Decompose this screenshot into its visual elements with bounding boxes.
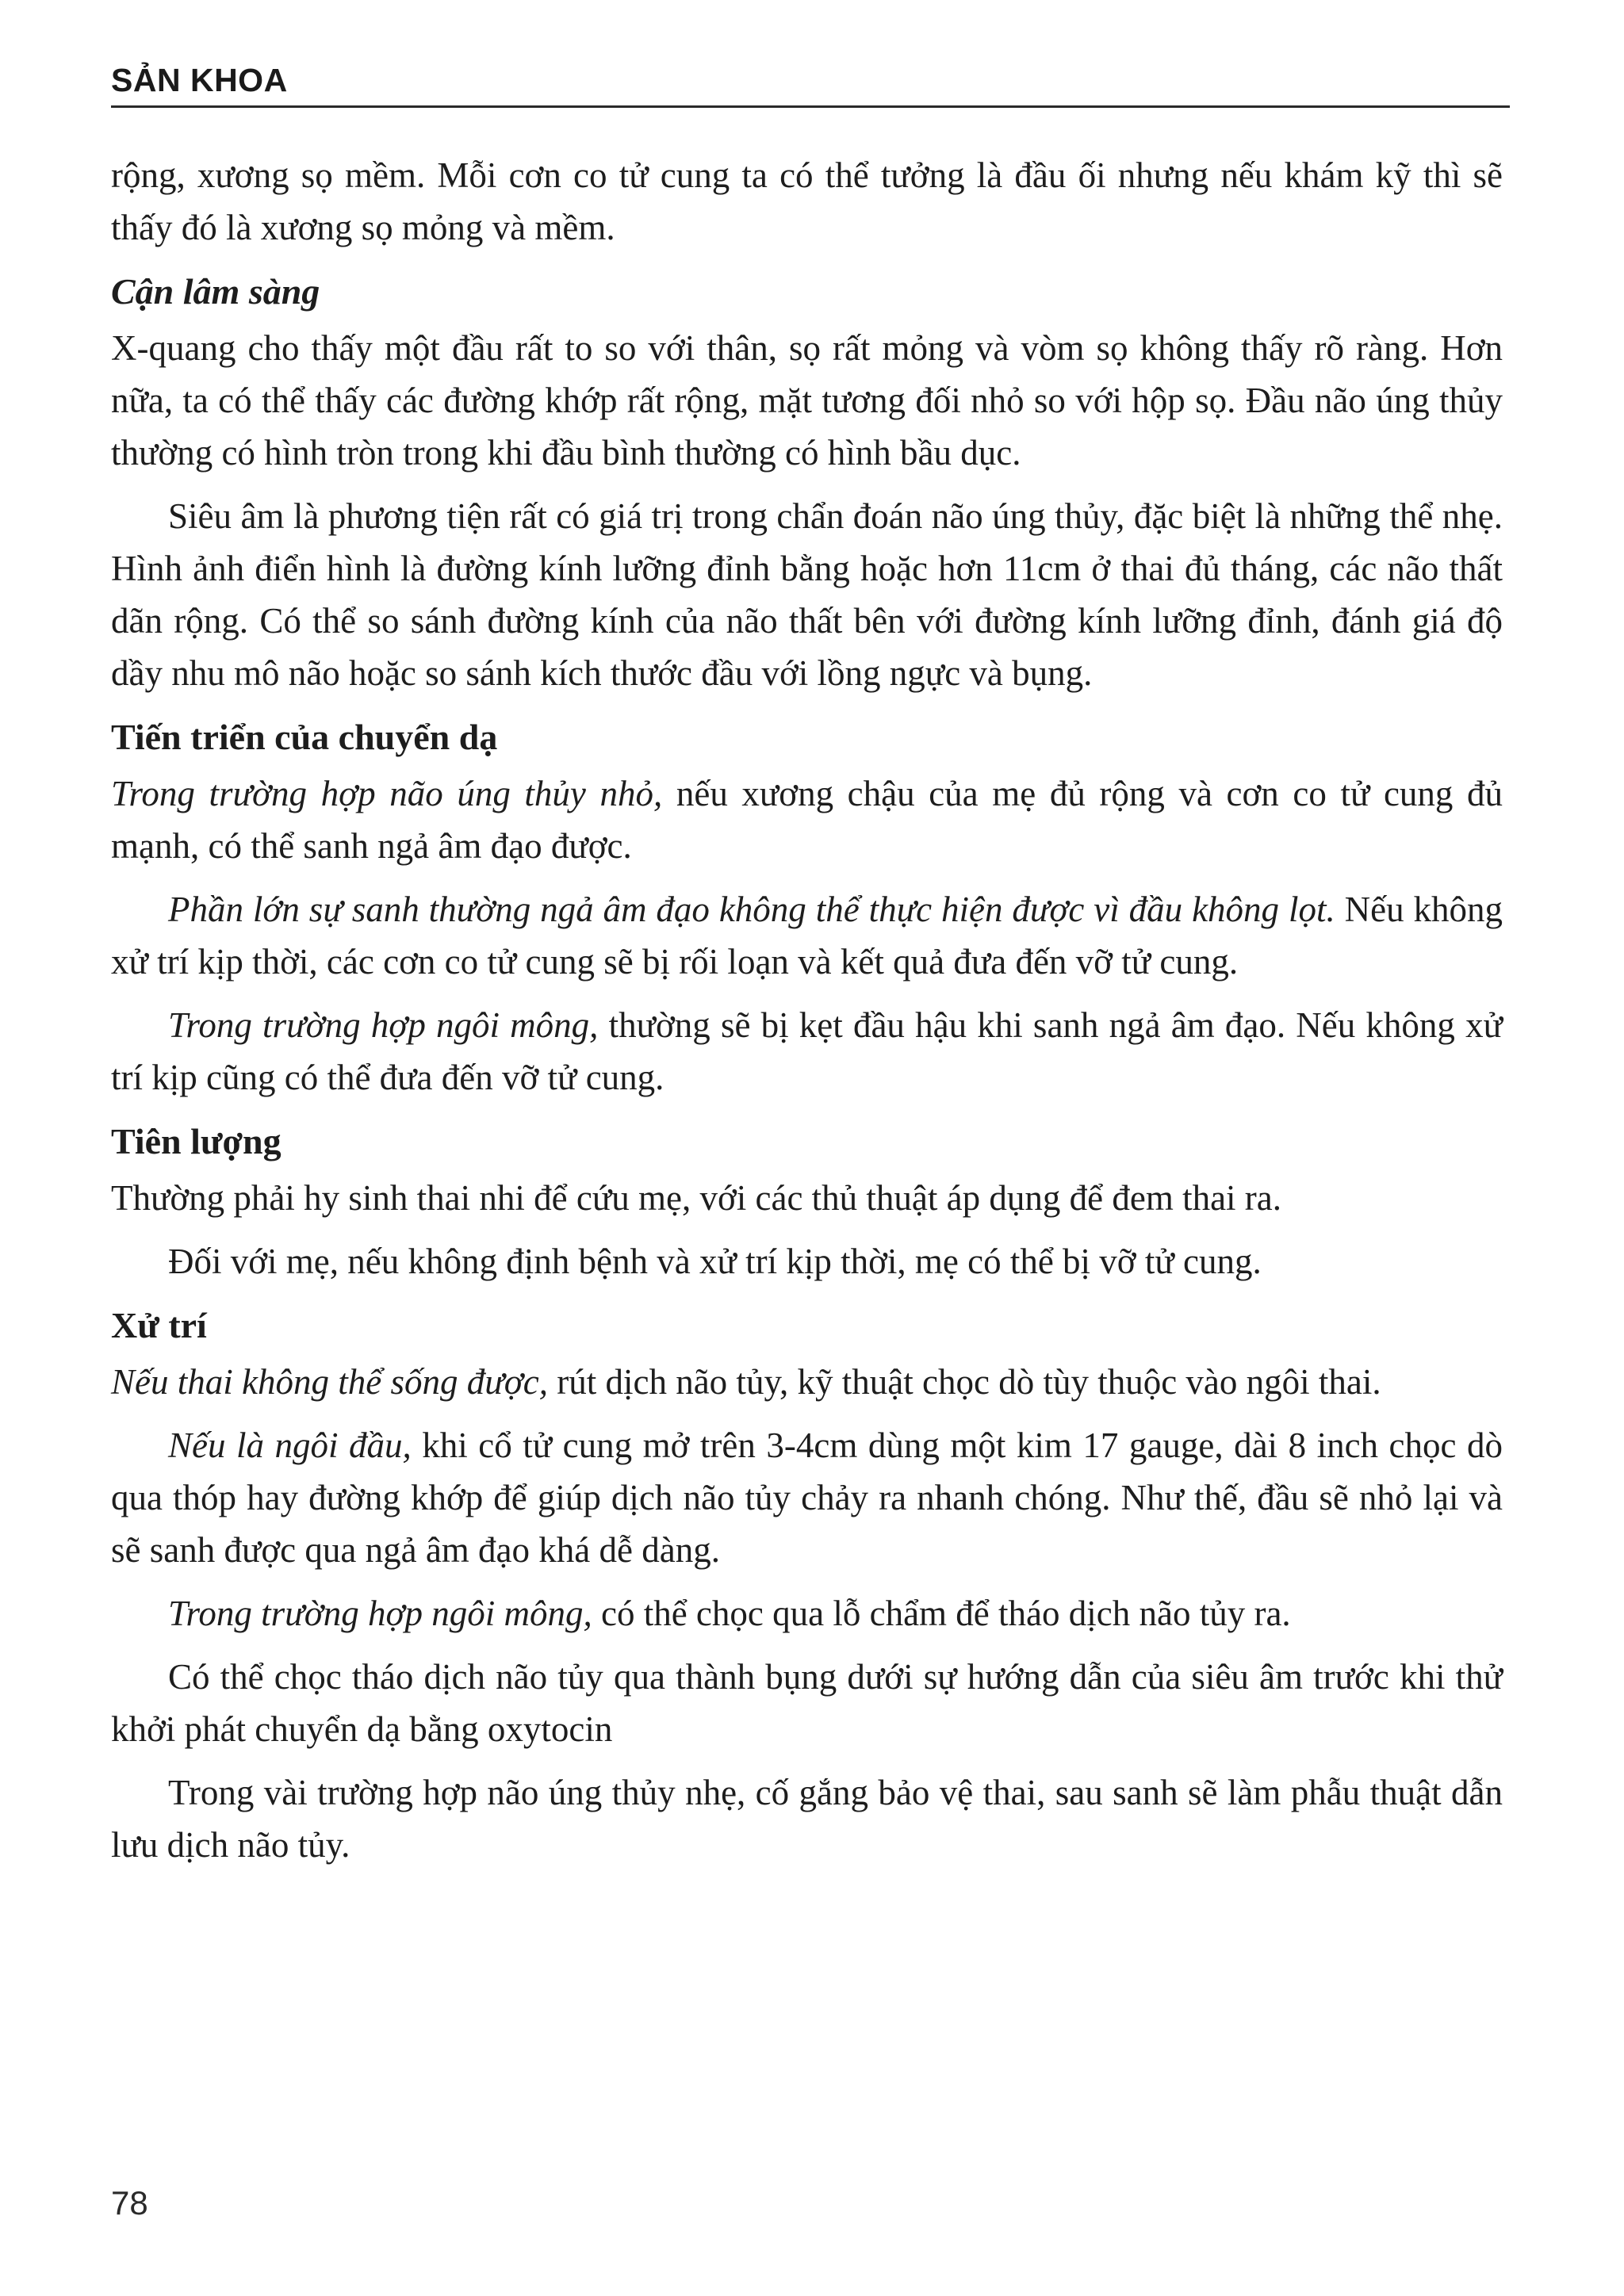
paragraph-tien-luong-2: Đối với mẹ, nếu không định bệnh và xử trí kịp thời, mẹ có thể bị vỡ tử cung. <box>168 1242 1262 1281</box>
heading-can-lam-sang: Cận lâm sàng <box>111 271 320 312</box>
emphasis: Nếu là ngôi đầu, <box>168 1425 412 1465</box>
paragraph-sieu-am: Siêu âm là phương tiện rất có giá trị trong chẩn đoán não úng thủy, đặc biệt là những thể nhẹ. Hình ảnh điển hình là đường kính lưỡng đỉnh bằng hoặc hơn 11cm ở thai đủ tháng, các não thất dãn rộng. Có thể so sánh đường kính của não thất bên với đường kính lưỡng đỉnh, đánh giá độ dầy nhu mô não hoặc so sánh kích thước đầu với lồng ngực và bụng. <box>111 496 1503 693</box>
heading-tien-luong: Tiên lượng <box>111 1121 282 1161</box>
text: khi cổ tử cung mở trên 3-4cm dùng một kim 17 gauge, dài 8 inch chọc dò qua thóp hay đường khớp để giúp dịch não tủy chảy ra nhanh chóng. Như thế, đầu sẽ nhỏ lại và sẽ sanh được qua ngả âm đạo khá dễ dàng. <box>111 1425 1503 1570</box>
paragraph-xu-tri-3 <box>111 1587 1503 1640</box>
paragraph-tien-trien-1 <box>111 767 1503 872</box>
emphasis: Nếu thai không thể sống được, <box>111 1362 548 1402</box>
page-number: 78 <box>111 2184 148 2221</box>
heading-xu-tri: Xử trí <box>111 1305 207 1345</box>
paragraph-xu-tri-4: Có thể chọc tháo dịch não tủy qua thành bụng dưới sự hướng dẫn của siêu âm trước khi thử khởi phát chuyển dạ bằng oxytocin <box>111 1657 1503 1749</box>
emphasis: Trong trường hợp ngôi mông, <box>168 1005 599 1045</box>
header-divider <box>111 105 1510 108</box>
text: rút dịch não tủy, kỹ thuật chọc dò tùy thuộc vào ngôi thai. <box>548 1362 1381 1402</box>
emphasis: Trong trường hợp ngôi mông, <box>168 1594 592 1633</box>
text: thường sẽ bị kẹt đầu hậu khi sanh ngả âm đạo. Nếu không xử trí kịp cũng có thể đưa đến vỡ tử cung. <box>111 1005 1503 1097</box>
text: nếu xương chậu của mẹ đủ rộng và cơn co tử cung đủ mạnh, có thể sanh ngả âm đạo được. <box>111 774 1503 866</box>
paragraph-tien-trien-3 <box>111 999 1503 1104</box>
page-content <box>111 149 1503 1882</box>
text: có thể chọc qua lỗ chẩm để tháo dịch não tủy ra. <box>592 1594 1291 1633</box>
paragraph-tien-trien-2 <box>111 883 1503 988</box>
running-header: SẢN KHOA <box>111 62 288 98</box>
paragraph-xquang: X-quang cho thấy một đầu rất to so với thân, sọ rất mỏng và vòm sọ không thấy rõ ràng. Hơn nữa, ta có thể thấy các đường khớp rất rộng, mặt tương đối nhỏ so với hộp sọ. Đầu não úng thủy thường có hình tròn trong khi đầu bình thường có hình bầu dục. <box>111 328 1503 473</box>
text: Nếu không xử trí kịp thời, các cơn co tử cung sẽ bị rối loạn và kết quả đưa đến vỡ tử cung. <box>111 890 1503 982</box>
paragraph-xu-tri-2 <box>111 1419 1503 1576</box>
paragraph-xu-tri-5: Trong vài trường hợp não úng thủy nhẹ, cố gắng bảo vệ thai, sau sanh sẽ làm phẫu thuật dẫn lưu dịch não tủy. <box>111 1773 1503 1865</box>
emphasis: Phần lớn sự sanh thường ngả âm đạo không thể thực hiện được vì đầu không lọt. <box>168 890 1335 929</box>
heading-tien-trien: Tiến triển của chuyển dạ <box>111 717 498 757</box>
emphasis: Trong trường hợp não úng thủy nhỏ, <box>111 774 663 813</box>
paragraph-intro: rộng, xương sọ mềm. Mỗi cơn co tử cung ta có thể tưởng là đầu ối nhưng nếu khám kỹ thì sẽ thấy đó là xương sọ mỏng và mềm. <box>111 155 1503 247</box>
paragraph-tien-luong-1: Thường phải hy sinh thai nhi để cứu mẹ, với các thủ thuật áp dụng để đem thai ra. <box>111 1178 1282 1218</box>
paragraph-xu-tri-1 <box>111 1356 1503 1408</box>
